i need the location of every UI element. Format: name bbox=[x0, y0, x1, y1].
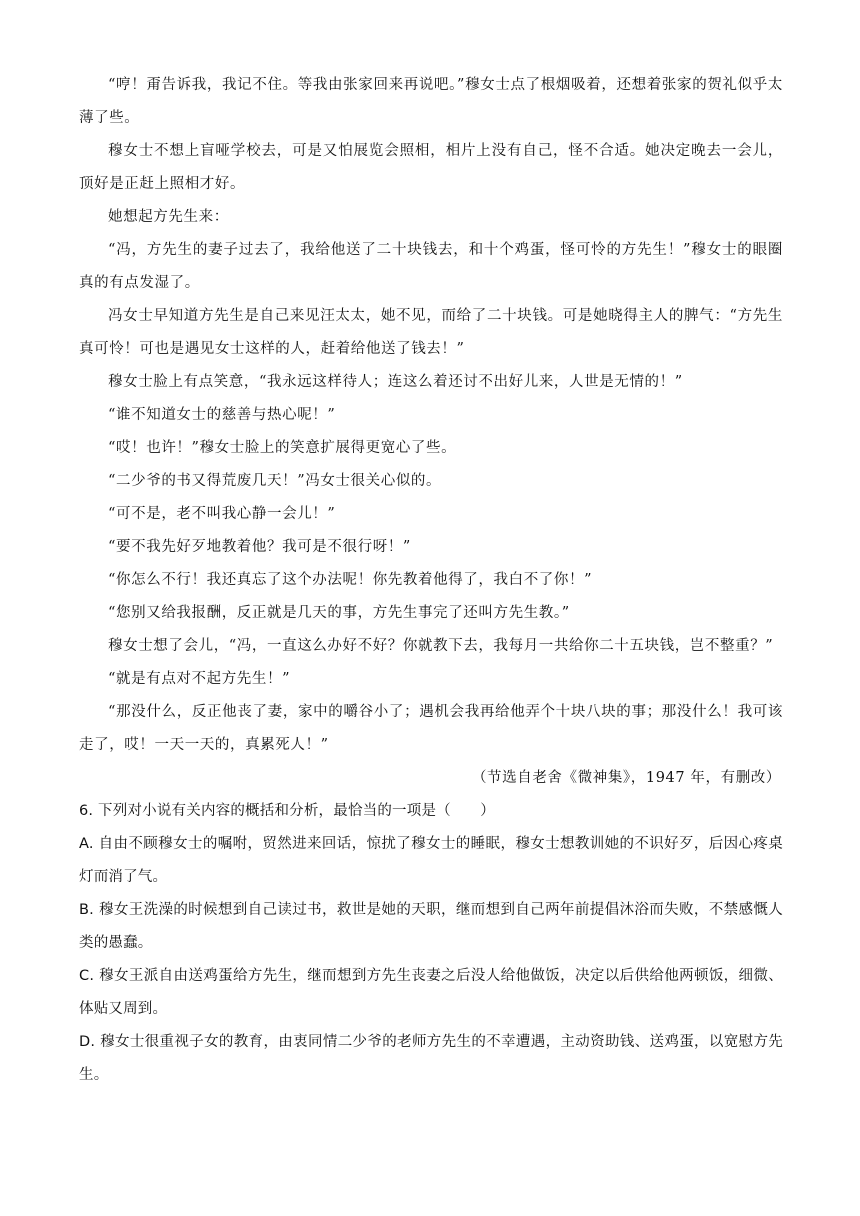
paragraph: 她想起方先生来： bbox=[108, 209, 229, 225]
paragraph: “就是有点对不起方先生！” bbox=[108, 671, 291, 687]
page-content bbox=[79, 69, 783, 1092]
question-block bbox=[79, 795, 783, 1092]
paragraph: “你怎么不行！我还真忘了这个办法呢！你先教着他得了，我白不了你！” bbox=[108, 572, 593, 588]
source-citation: （节选自老舍《微神集》，1947 年，有删改） bbox=[471, 770, 781, 786]
paragraph: “要不我先好歹地教着他？我可是不很行呀！” bbox=[108, 539, 411, 555]
option-a: A. 自由不顾穆女士的嘱咐，贸然进来回话，惊扰了穆女士的睡眠，穆女士想教训她的不识好歹，后因心疼桌灯而消了气。 bbox=[79, 836, 783, 885]
option-d: D. 穆女士很重视子女的教育，由衷同情二少爷的老师方先生的不幸遭遇，主动资助钱、送鸡蛋，以宽慰方先生。 bbox=[79, 1034, 783, 1083]
paragraph: 穆女士想了会儿，“冯，一直这么办好不好？你就教下去，我每月一共给你二十五块钱，岂不整重？” bbox=[108, 638, 774, 654]
paragraph: “可不是，老不叫我心静一会儿！” bbox=[108, 506, 336, 522]
paragraph: “哎！也许！”穆女士脸上的笑意扩展得更宽心了些。 bbox=[108, 440, 457, 456]
paragraph: 穆女士脸上有点笑意，“我永远这样待人；连这么着还讨不出好儿来，人世是无情的！” bbox=[108, 374, 683, 390]
paragraph: 冯女士早知道方先生是自己来见汪太太，她不见，而给了二十块钱。可是她晓得主人的脾气：“方先生真可怜！可也是遇见女士这样的人，赶着给他送了钱去！” bbox=[79, 308, 783, 357]
paragraph: “那没什么，反正他丧了妻，家中的嚼谷小了；遇机会我再给他弄个十块八块的事；那没什么！我可该走了，哎！一天一天的，真累死人！” bbox=[79, 704, 783, 753]
paragraph: “冯，方先生的妻子过去了，我给他送了二十块钱去，和十个鸡蛋，怪可怜的方先生！”穆女士的眼圈真的有点发湿了。 bbox=[79, 242, 783, 291]
question-stem: 6. 下列对小说有关内容的概括和分析，最恰当的一项是（ ） bbox=[79, 803, 495, 819]
paragraph: “您别又给我报酬，反正就是几天的事，方先生事完了还叫方先生教。” bbox=[108, 605, 570, 621]
paragraph: “二少爷的书又得荒废几天！”冯女士很关心似的。 bbox=[108, 473, 442, 489]
story-excerpt bbox=[79, 69, 783, 795]
option-c: C. 穆女王派自由送鸡蛋给方先生，继而想到方先生丧妻之后没人给他做饭，决定以后供给他两顿饭，细微、体贴又周到。 bbox=[79, 968, 783, 1017]
option-b: B. 穆女王洗澡的时候想到自己读过书，救世是她的天职，继而想到自己两年前提倡沐浴而失败，不禁感慨人类的愚蠢。 bbox=[79, 902, 783, 951]
paragraph: “哼！甭告诉我，我记不住。等我由张家回来再说吧。”穆女士点了根烟吸着，还想着张家的贺礼似乎太薄了些。 bbox=[79, 77, 783, 126]
paragraph: “谁不知道女士的慈善与热心呢！” bbox=[108, 407, 336, 423]
paragraph: 穆女士不想上盲哑学校去，可是又怕展览会照相，相片上没有自己，怪不合适。她决定晚去一会儿，顶好是正赶上照相才好。 bbox=[79, 143, 783, 192]
